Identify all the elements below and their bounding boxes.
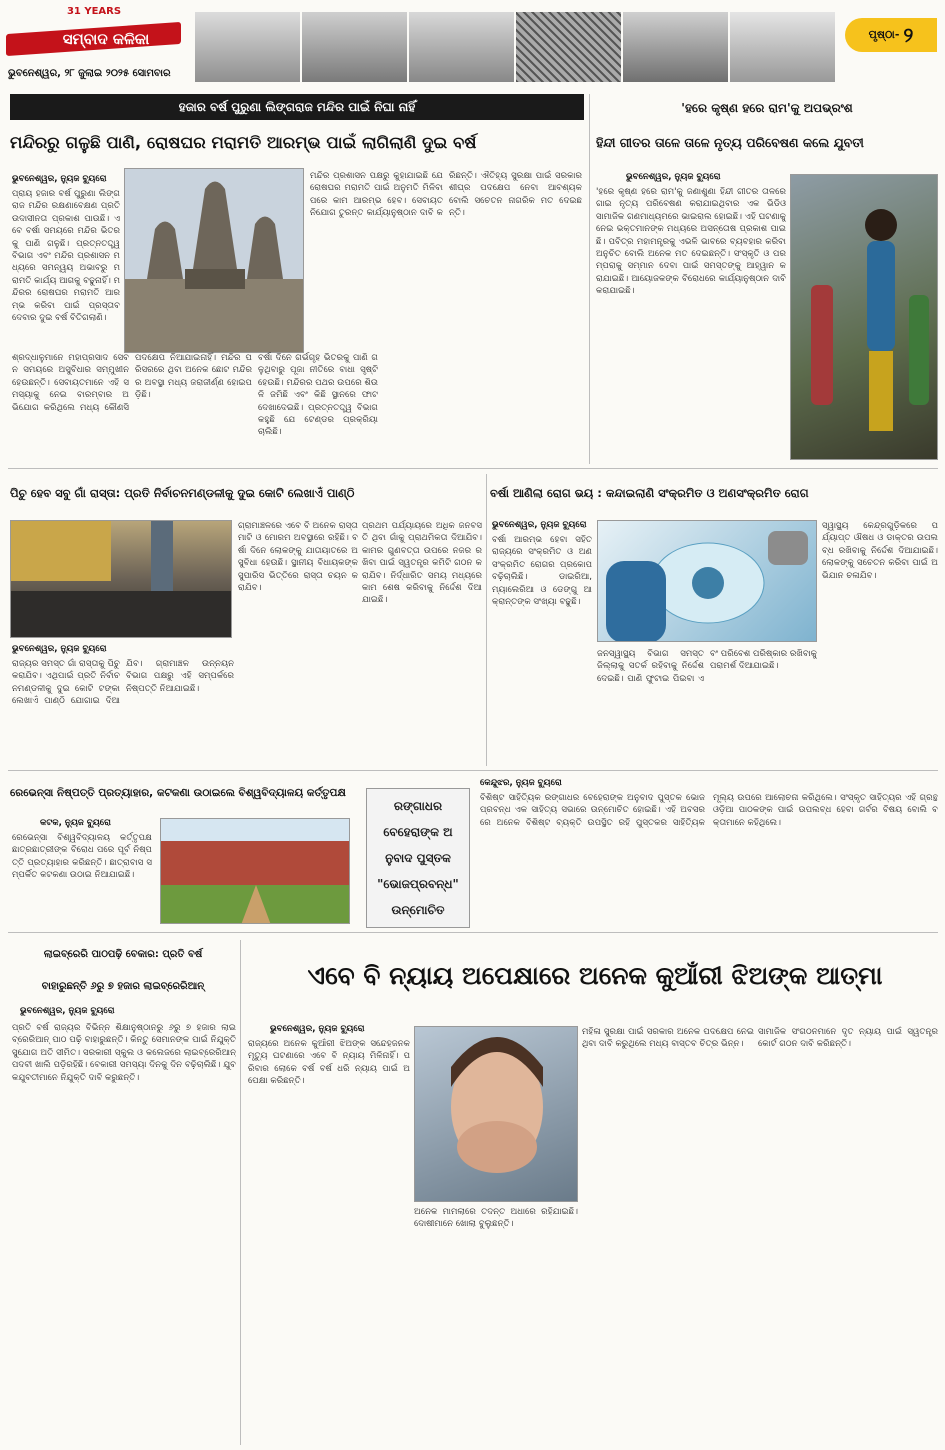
story8-headline: ଏବେ ବି ନ୍ୟାୟ ଅପେକ୍ଷାରେ ଅନେକ କୁଆଁରୀ ଝିଅଙ୍କ ଆତ୍ମା <box>307 961 883 990</box>
story7-byline: ଭୁବନେଶ୍ୱର, ନ୍ୟୁଜ ବ୍ୟୁରୋ <box>20 1006 115 1016</box>
temple-illustration <box>125 169 304 353</box>
story1-byline: ଭୁବନେଶ୍ୱର, ନ୍ୟୁଜ ବ୍ୟୁରୋ <box>12 174 107 184</box>
university-building-illustration <box>161 819 350 924</box>
story3-headline: ପିଚୁ ହେବ ସବୁ ଗାଁ ରାସ୍ତା: ପ୍ରତି ନିର୍ବାଚନମଣ୍ଡଳୀକୁ ଦୁଇ କୋଟି ଲେଖାଏଁ ପାଣ୍ଠି <box>10 486 355 500</box>
story1-col3: ବର୍ଷା ଦିନେ ଗର୍ଭଗୃହ ଭିତରକୁ ପାଣି ଗଳୁଥିବାରୁ ପୂଜା ନୀତିରେ ବାଧା ସୃଷ୍ଟି ହେଉଛି। ମନ୍ଦିରର ପଥର ଉପରେ ଶିଉଳି ଜମିଛି ଏବଂ କିଛି ସ୍ଥାନରେ ଫାଟ ଦେଖାଦେଇଛି। ପ୍ରତ୍ନତତ୍ତ୍ୱ ବିଭାଗ କହୁଛି ଯେ ଟେଣ୍ଡର ପ୍ରକ୍ରିୟା ଚାଲିଛି। <box>258 353 378 438</box>
story8-col2: ଅନେକ ମାମଲାରେ ତଦନ୍ତ ଅଧାରେ ରହିଯାଇଛି। ଦୋଷୀମାନେ ଖୋଲା ବୁଲୁଛନ୍ତି। <box>414 1207 578 1230</box>
header-photo-temple <box>195 12 300 82</box>
story2-kicker: 'ହରେ କୃଷ୍ଣ ହରେ ରାମ'କୁ ଅପଭ୍ରଂଶ <box>681 101 853 115</box>
header-photo-craft <box>302 12 407 82</box>
header-photo-strip <box>195 12 835 82</box>
story8-byline: ଭୁବନେଶ୍ୱର, ନ୍ୟୁଜ ବ୍ୟୁରୋ <box>270 1024 365 1034</box>
column-divider <box>589 94 590 464</box>
story8-col3: ମହିଳା ସୁରକ୍ଷା ପାଇଁ ସରକାର ଅନେକ ପଦକ୍ଷେପ ନେଇଥିବା ଦାବି କରୁଥିଲେ ମଧ୍ୟ ବାସ୍ତବ ଚିତ୍ର ଭିନ୍ନ। <box>582 1027 754 1050</box>
story4-byline: ଭୁବନେଶ୍ୱର, ନ୍ୟୁଜ ବ୍ୟୁରୋ <box>492 520 587 530</box>
story5-byline: କଟକ, ନ୍ୟୁଜ ବ୍ୟୁରୋ <box>40 818 111 828</box>
story1-col4: ମନ୍ଦିର ପ୍ରଶାସନ ପକ୍ଷରୁ କୁହାଯାଇଛି ଯେ ରୋଷଘର ମରାମତି ପାଇଁ ଅନୁମତି ମିଳିବା ପରେ କାମ ଆରମ୍ଭ ହେବ। ସେବାୟତ ନିଯୋଗ ତୁରନ୍ତ କାର୍ଯ୍ୟାନୁଷ୍ଠାନ ଦାବି କରିଛନ୍ତି। ଐତିହ୍ୟ ସୁରକ୍ଷା ପାଇଁ ସରକାର ଶୀଘ୍ର ପଦକ୍ଷେପ ନେବା ଆବଶ୍ୟକ ବୋଲି ସଚେତନ ନାଗରିକ ମତ ଦେଇଛନ୍ତି। <box>310 171 582 219</box>
story6-body: ବିଶିଷ୍ଟ ସାହିତ୍ୟିକ ରଙ୍ଗାଧର ବେହେରାଙ୍କ ଅନୁବାଦ ପୁସ୍ତକ ଭୋଜପ୍ରବନ୍ଧ ଏକ ସାହିତ୍ୟ ସଭାରେ ଉନ୍ମୋଚିତ ହୋଇଛି। ଏହି ଅବସରରେ ଅନେକ ବିଶିଷ୍ଟ ବ୍ୟକ୍ତି ଉପସ୍ଥିତ ରହି ପୁସ୍ତକର ସାହିତ୍ୟିକ ମୂଲ୍ୟ ଉପରେ ଆଲୋଚନା କରିଥିଲେ। ସଂସ୍କୃତ ସାହିତ୍ୟର ଏହି ଗ୍ରନ୍ଥ ଓଡ଼ିଆ ପାଠକଙ୍କ ପାଇଁ ଉପଲବ୍ଧ ହେବା ଗର୍ବର ବିଷୟ ବୋଲି ବକ୍ତାମାନେ କହିଥିଲେ। <box>480 793 938 828</box>
header-photo-monument <box>730 12 835 82</box>
story6-byline: କେନ୍ଦୁଝର, ନ୍ୟୁଜ ବ୍ୟୁରୋ <box>480 778 562 788</box>
logo-text: ସମ୍ବାଦ କଳିକା <box>62 30 150 48</box>
story1-col2: ଶ୍ରଦ୍ଧାଳୁମାନେ ମହାପ୍ରସାଦ ସେବନ ସମୟରେ ଅସୁବିଧାର ସମ୍ମୁଖୀନ ହେଉଛନ୍ତି। ସେବାୟତମାନେ ଏହି ସମସ୍ୟାକୁ ନେଇ ବାରମ୍ବାର ଅଭିଯୋଗ କରିଥିଲେ ମଧ୍ୟ କୌଣସି ପଦକ୍ଷେପ ନିଆଯାଇନାହିଁ। ମନ୍ଦିର ପରିସରରେ ଥିବା ଅନେକ ଛୋଟ ମନ୍ଦିରର ଅବସ୍ଥା ମଧ୍ୟ ଜରାଜୀର୍ଣ୍ଣ ହୋଇପଡ଼ିଛି। <box>12 353 252 413</box>
dateline: ଭୁବନେଶ୍ୱର, ୨୮ ଜୁଲାଇ ୨୦୨୫ ସୋମବାର <box>8 68 171 79</box>
story1-temple-photo <box>124 168 304 353</box>
story7-headline-line1: ଲାଇବ୍ରେରି ପାଠପଢ଼ି ବେକାର: ପ୍ରତି ବର୍ଷ <box>43 949 203 960</box>
story4-col3: ସ୍ୱାସ୍ଥ୍ୟ କେନ୍ଦ୍ରଗୁଡ଼ିକରେ ପର୍ଯ୍ୟାପ୍ତ ଔଷଧ ଓ ଡାକ୍ତର ଉପଲବ୍ଧ ରଖିବାକୁ ନିର୍ଦ୍ଦେଶ ଦିଆଯାଇଛି। ଲୋକଙ୍କୁ ସଚେତନ କରିବା ପାଇଁ ଅଭିଯାନ ଚଳାଯିବ। <box>822 521 938 581</box>
story3-road-photo <box>10 520 232 638</box>
story1-headline: ମନ୍ଦିରରୁ ଗଳୁଛି ପାଣି, ରୋଷଘର ମରାମତି ଆରମ୍ଭ ପାଇଁ ଲାଗିଲାଣି ଦୁଇ ବର୍ଷ <box>10 133 477 152</box>
story3-col3: ପ୍ରଥମ ପର୍ଯ୍ୟାୟରେ ଅଧିକ ଜନବସତି ଥିବା ଗାଁକୁ ପ୍ରାଥମିକତା ଦିଆଯିବ। କାମର ଗୁଣବତ୍ତା ଉପରେ ନଜର ରଖିବା ପାଇଁ ସ୍ୱତନ୍ତ୍ର କମିଟି ଗଠନ କରାଯିବ। ନିର୍ଦ୍ଧାରିତ ସମୟ ମଧ୍ୟରେ କାମ ଶେଷ କରିବାକୁ ନିର୍ଦ୍ଦେଶ ଦିଆଯାଇଛି। <box>362 521 482 606</box>
section-divider <box>8 770 938 771</box>
story4-col2: ଜନସ୍ୱାସ୍ଥ୍ୟ ବିଭାଗ ସମସ୍ତ ଜିଲ୍ଲାକୁ ସତର୍କ ରହିବାକୁ ନିର୍ଦ୍ଦେଶ ଦେଇଛି। ପାଣି ଫୁଟାଇ ପିଇବା ଏବଂ ପରିବେଶ ପରିଷ୍କାର ରଖିବାକୁ ପରାମର୍ଶ ଦିଆଯାଇଛି। <box>597 649 817 684</box>
section-divider <box>8 468 938 469</box>
story1-kicker: ହଜାର ବର୍ଷ ପୁରୁଣା ଲିଙ୍ଗରାଜ ମନ୍ଦିର ପାଇଁ ନିଘା ନାହିଁ <box>10 94 584 120</box>
story6-boxed-headline <box>366 788 470 928</box>
story3-col1: ରାଜ୍ୟର ସମସ୍ତ ଗାଁ ରାସ୍ତାକୁ ପିଚୁ କରାଯିବ। ଏଥିପାଇଁ ପ୍ରତି ନିର୍ବାଚନମଣ୍ଡଳୀକୁ ଦୁଇ କୋଟି ଟଙ୍କା ଲେଖାଏଁ ପାଣ୍ଠି ଯୋଗାଇ ଦିଆଯିବ। ଗ୍ରାମାଞ୍ଚଳ ଉନ୍ନୟନ ବିଭାଗ ପକ୍ଷରୁ ଏହି ସମ୍ପର୍କରେ ନିଷ୍ପତ୍ତି ନିଆଯାଇଛି। <box>12 659 234 707</box>
story8-col4: ସାମାଜିକ ସଂଗଠନମାନେ ଦୃତ ନ୍ୟାୟ ପାଇଁ ସ୍ୱତନ୍ତ୍ର କୋର୍ଟ ଗଠନ ଦାବି କରିଛନ୍ତି। <box>758 1027 938 1050</box>
distressed-woman-illustration <box>415 1027 578 1202</box>
story4-col1: ବର୍ଷା ଆରମ୍ଭ ହେବା ସହିତ ରାଜ୍ୟରେ ସଂକ୍ରମିତ ଓ ଅଣସଂକ୍ରମିତ ରୋଗର ପ୍ରକୋପ ବଢ଼ିଚାଲିଛି। ଡାଇରିଆ, ମ୍ୟାଲେରିଆ ଓ ଡେଙ୍ଗୁ ଆକ୍ରାନ୍ତଙ୍କ ସଂଖ୍ୟା ବଢୁଛି। <box>492 535 592 608</box>
column-divider <box>486 474 487 766</box>
story1-col1: ପ୍ରାୟ ହଜାର ବର୍ଷ ପୁରୁଣା ଲିଙ୍ଗରାଜ ମନ୍ଦିର ରକ୍ଷଣାବେକ୍ଷଣ ପ୍ରତି ଉଦାସୀନତା ପ୍ରକାଶ ପାଉଛି। ଏବେ ବର୍ଷା ସମୟରେ ମନ୍ଦିର ଭିତରକୁ ପାଣି ଗଳୁଛି। ପ୍ରତ୍ନତତ୍ତ୍ୱ ବିଭାଗ ଏବଂ ମନ୍ଦିର ପ୍ରଶାସନ ମଧ୍ୟରେ ସମନ୍ୱୟ ଅଭାବରୁ ମରାମତି କାର୍ଯ୍ୟ ଆଗକୁ ବଢୁନାହିଁ। ମନ୍ଦିରର ରୋଷଘର ମରାମତି ଆରମ୍ଭ କରିବା ପାଇଁ ପ୍ରସ୍ତାବ ଦେବାର ଦୁଇ ବର୍ଷ ବିତିଗଲାଣି। <box>12 189 120 324</box>
story3-byline: ଭୁବନେଶ୍ୱର, ନ୍ୟୁଜ ବ୍ୟୁରୋ <box>12 644 107 654</box>
dancer-illustration <box>791 175 938 460</box>
masthead-logo-ribbon <box>6 6 181 62</box>
section-divider <box>8 932 938 933</box>
story4-headline: ବର୍ଷା ଆଣିଲା ରୋଗ ଭୟ : କନ୍ଦାଇଲାଣି ସଂକ୍ରମିତ ଓ ଅଣସଂକ୍ରମିତ ରୋଗ <box>490 486 809 500</box>
header-photo-art <box>516 12 621 82</box>
header-photo-children <box>409 12 514 82</box>
column-divider <box>240 940 241 1445</box>
story8-col1: ରାଜ୍ୟରେ ଅନେକ କୁଆଁରୀ ଝିଅଙ୍କ ସନ୍ଦେହଜନକ ମୃତ୍ୟୁ ଘଟଣାରେ ଏବେ ବି ନ୍ୟାୟ ମିଳିନାହିଁ। ପରିବାର ଲୋକେ ବର୍ଷ ବର୍ଷ ଧରି ନ୍ୟାୟ ପାଇଁ ଅପେକ୍ଷା କରିଛନ୍ତି। <box>248 1039 410 1087</box>
virus-petri-illustration <box>598 521 817 642</box>
story4-virus-photo <box>597 520 817 642</box>
header-photo-women <box>623 12 728 82</box>
story2-headline: ହିନ୍ଦୀ ଗୀତର ତାଳେ ତାଳେ ନୃତ୍ୟ ପରିବେଷଣ କଲେ ଯୁବତୀ <box>596 135 864 150</box>
story6-headline: ରଙ୍ଗାଧର ବେହେରାଙ୍କ ଅନୁବାଦ ପୁସ୍ତକ "ଭୋଜପ୍ରବନ୍ଧ" ଉନ୍ମୋଚିତ <box>377 799 459 917</box>
story5-university-photo <box>160 818 350 924</box>
story5-headline: ରେଭେନ୍ସା ନିଷ୍ପତ୍ତି ପ୍ରତ୍ୟାହାର, କଟକଣା ଉଠାଇଲେ ବିଶ୍ୱବିଦ୍ୟାଳୟ କର୍ତ୍ତୃପକ୍ଷ <box>10 787 346 799</box>
page-number-badge <box>845 18 937 52</box>
story7-headline-line2: ବାହାରୁଛନ୍ତି ୬ରୁ ୭ ହଜାର ଲାଇବ୍ରେରିଆନ୍ <box>41 981 205 992</box>
story2-dance-photo <box>790 174 938 460</box>
page-label: ପୃଷ୍ଠା- <box>868 28 900 41</box>
road-paving-illustration <box>11 521 232 638</box>
story2-body: 'ହରେ କୃଷ୍ଣ ହରେ ରାମ'କୁ ଜଣାଶୁଣା ହିନ୍ଦୀ ଗୀତର ତାଳରେ ଗାଇ ନୃତ୍ୟ ପରିବେଷଣ କରାଯାଇଥିବାର ଏକ ଭିଡିଓ ସାମାଜିକ ଗଣମାଧ୍ୟମରେ ଭାଇରାଲ ହୋଇଛି। ଏହି ଘଟଣାକୁ ନେଇ ଭକ୍ତମାନଙ୍କ ମଧ୍ୟରେ ଅସନ୍ତୋଷ ପ୍ରକାଶ ପାଇଛି। ପବିତ୍ର ମହାମନ୍ତ୍ରକୁ ଏଭଳି ଭାବରେ ବ୍ୟବହାର କରିବା ଅନୁଚିତ ବୋଲି ଅନେକ ମତ ଦେଇଛନ୍ତି। ସଂସ୍କୃତି ଓ ପରମ୍ପରାକୁ ସମ୍ମାନ ଦେବା ପାଇଁ ସମସ୍ତଙ୍କୁ ଆହ୍ୱାନ କରାଯାଇଛି। ଆୟୋଜକଙ୍କ ବିରୋଧରେ କାର୍ଯ୍ୟାନୁଷ୍ଠାନ ଦାବି କରାଯାଇଛି। <box>596 187 786 297</box>
story3-col2: ଗ୍ରାମାଞ୍ଚଳରେ ଏବେ ବି ଅନେକ ରାସ୍ତା ମାଟି ଓ ମୋରମ ଅବସ୍ଥାରେ ରହିଛି। ବର୍ଷା ଦିନେ ଲୋକଙ୍କୁ ଯାତାୟାତରେ ଅସୁବିଧା ହେଉଛି। ସ୍ଥାନୀୟ ବିଧାୟକଙ୍କ ସୁପାରିସ ଭିତ୍ତିରେ ରାସ୍ତା ଚୟନ କରାଯିବ। <box>238 521 358 594</box>
story7-body: ପ୍ରତି ବର୍ଷ ରାଜ୍ୟର ବିଭିନ୍ନ ଶିକ୍ଷାନୁଷ୍ଠାନରୁ ୬ରୁ ୭ ହଜାର ଲାଇବ୍ରେରିଆନ୍ ପାଠ ପଢ଼ି ବାହାରୁଛନ୍ତି। କିନ୍ତୁ ସେମାନଙ୍କ ପାଇଁ ନିଯୁକ୍ତି ସୁଯୋଗ ଅତି ସୀମିତ। ସରକାରୀ ସ୍କୁଲ ଓ କଲେଜରେ ଲାଇବ୍ରେରିଆନ୍ ପଦବୀ ଖାଲି ପଡ଼ିରହିଛି। ବେକାରୀ ସମସ୍ୟା ଦିନକୁ ଦିନ ବଢ଼ିଚାଲିଛି। ଯୁବକଯୁବତୀମାନେ ନିଯୁକ୍ତି ଦାବି କରୁଛନ୍ତି। <box>12 1023 236 1083</box>
page-number: ୨ <box>903 23 914 47</box>
story5-body: ରେଭେନ୍ସା ବିଶ୍ୱବିଦ୍ୟାଳୟ କର୍ତ୍ତୃପକ୍ଷ ଛାତ୍ରଛାତ୍ରୀଙ୍କ ବିରୋଧ ପରେ ପୂର୍ବ ନିଷ୍ପତ୍ତି ପ୍ରତ୍ୟାହାର କରିଛନ୍ତି। ଛାତ୍ରାବାସ ସମ୍ପର୍କିତ କଟକଣା ଉଠାଇ ନିଆଯାଇଛି। <box>12 833 152 881</box>
years-badge: 31 YEARS <box>66 6 122 17</box>
masthead <box>0 0 945 88</box>
story8-woman-photo <box>414 1026 578 1202</box>
story2-byline: ଭୁବନେଶ୍ୱର, ନ୍ୟୁଜ ବ୍ୟୁରୋ <box>626 172 721 182</box>
